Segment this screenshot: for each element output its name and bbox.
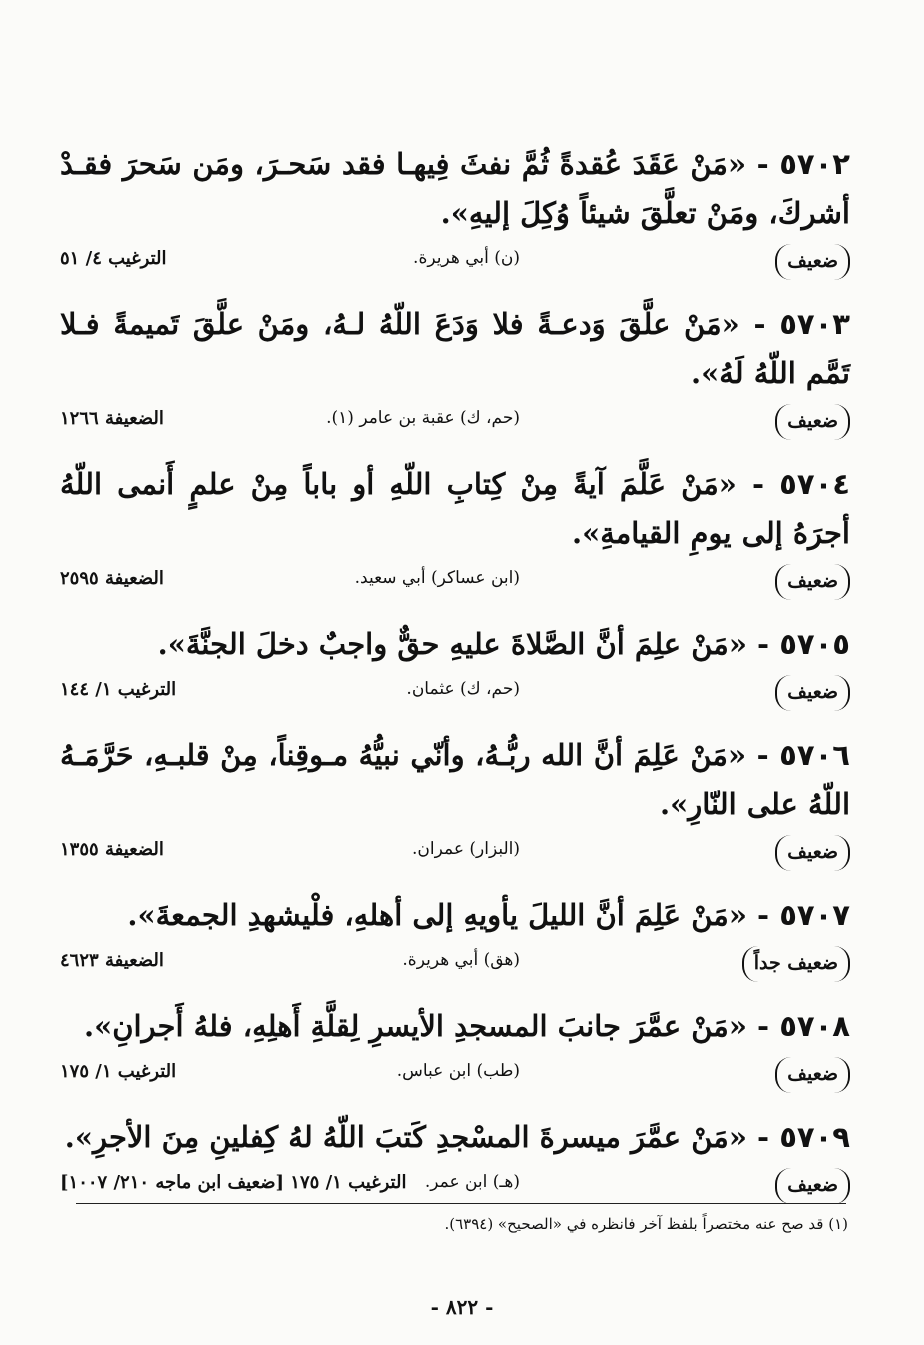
- grade-label: ضعيف: [775, 1057, 850, 1093]
- source-line: [60, 673, 850, 721]
- reference: الضعيفة ٢٥٩٥: [60, 568, 164, 589]
- entry-5706: [60, 731, 850, 881]
- entry-5705: [60, 620, 850, 721]
- source-line: [60, 944, 850, 992]
- hadith-text: ٥٧٠٩ - «مَنْ عمَّرَ ميسرةَ المسْجدِ كَتبَ اللّهُ لهُ كِفلينِ مِنَ الأجرِ».: [64, 1120, 850, 1154]
- source-line: [60, 562, 850, 610]
- reference: الترغيب ١/ ١٤٤: [60, 679, 177, 700]
- page-number: - ٨٢٢ -: [430, 1295, 494, 1319]
- hadith-body: «مَنْ عَلِمَ أنَّ الليلَ يأويهِ إلى أهلهِ، فلْيشهدِ الجمعةَ».: [127, 898, 747, 932]
- grade-label: ضعيف: [775, 835, 850, 871]
- hadith-number: ٥٧٠٥: [779, 627, 850, 661]
- narrator: (البزار) عمران.: [412, 839, 520, 859]
- narrator: (ن) أبي هريرة.: [413, 248, 520, 268]
- hadith-body: «مَنْ عَقَدَ عُقدةً ثُمَّ نفثَ فِيهـا فقد سَحـرَ، ومَن سَحرَ فقـدْ أشركَ، ومَنْ تعلَّقَ شيئاً وُكِلَ إليهِ».: [60, 147, 850, 230]
- hadith-number: ٥٧٠٧: [779, 898, 850, 932]
- narrator: (هـ) ابن عمر.: [424, 1172, 520, 1192]
- reference: الترغيب ١/ ١٧٥: [60, 1061, 177, 1082]
- hadith-body: «مَنْ عَلَّمَ آيةً مِنْ كِتابِ اللّهِ أو باباً مِنْ علمٍ أَنمى اللّهُ أجرَهُ إلى يومِ القيامةِ».: [60, 467, 850, 550]
- narrator: (حم، ك) عثمان.: [406, 679, 520, 699]
- reference: الضعيفة ١٣٥٥: [60, 839, 164, 860]
- hadith-text: ٥٧٠٤ - «مَنْ عَلَّمَ آيةً مِنْ كِتابِ اللّهِ أو باباً مِنْ علمٍ أَنمى اللّهُ أجرَهُ إلى يومِ القيامةِ».: [60, 467, 850, 550]
- hadith-text: ٥٧٠٧ - «مَنْ عَلِمَ أنَّ الليلَ يأويهِ إلى أهلهِ، فلْيشهدِ الجمعةَ».: [127, 898, 850, 932]
- grade-label: ضعيف جداً: [742, 946, 850, 982]
- hadith-number: ٥٧٠٩: [779, 1120, 850, 1154]
- source-line: [60, 833, 850, 881]
- hadith-body: «مَنْ عمَّرَ ميسرةَ المسْجدِ كَتبَ اللّهُ لهُ كِفلينِ مِنَ الأجرِ».: [64, 1120, 747, 1154]
- hadith-number: ٥٧٠٢: [779, 147, 850, 181]
- narrator: (حم، ك) عقبة بن عامر (١).: [326, 408, 520, 428]
- hadith-body: «مَنْ عَلِمَ أنَّ الله ربُّـهُ، وأنّي نبيُّهُ مـوقِناً، مِنْ قلبـهِ، حَرَّمَـهُ اللّهُ على النّارِ».: [60, 738, 850, 821]
- footnote: (١) قد صح عنه مختصراً بلفظ آخر فانظره في «الصحيح» (٦٣٩٤).: [444, 1215, 848, 1233]
- entry-5708: [60, 1002, 850, 1103]
- grade-label: ضعيف: [775, 675, 850, 711]
- source-line: [60, 242, 850, 290]
- source-line: [60, 1166, 850, 1214]
- narrator: (طب) ابن عباس.: [396, 1061, 520, 1081]
- grade-label: ضعيف: [775, 1168, 850, 1204]
- narrator: (هق) أبي هريرة.: [402, 950, 520, 970]
- hadith-text: ٥٧٠٥ - «مَنْ علِمَ أنَّ الصَّلاةَ عليهِ حقٌّ واجبٌ دخلَ الجنَّةَ».: [157, 627, 850, 661]
- source-line: [60, 402, 850, 450]
- hadith-body: «مَنْ عمَّرَ جانبَ المسجدِ الأيسرِ لِقلَّةِ أَهلِهِ، فلهُ أَجرانِ».: [83, 1009, 747, 1043]
- hadith-number: ٥٧٠٤: [779, 467, 850, 501]
- entry-5704: [60, 460, 850, 610]
- narrator: (ابن عساكر) أبي سعيد.: [354, 568, 520, 588]
- hadith-number: ٥٧٠٣: [779, 307, 850, 341]
- hadith-number: ٥٧٠٦: [779, 738, 850, 772]
- entry-5707: [60, 891, 850, 992]
- hadith-body: «مَنْ علِمَ أنَّ الصَّلاةَ عليهِ حقٌّ واجبٌ دخلَ الجنَّةَ».: [157, 627, 747, 661]
- reference: الترغيب ١/ ١٧٥ [ضعيف ابن ماجه ٢١٠/ ١٠٠٧]: [60, 1172, 407, 1193]
- grade-label: ضعيف: [775, 244, 850, 280]
- footnote-divider: [76, 1203, 846, 1204]
- entry-5709: [60, 1113, 850, 1214]
- hadith-body: «مَنْ علَّقَ وَدعـةً فلا وَدَعَ اللّهُ لـهُ، ومَنْ علَّقَ تَميمةً فـلا تَمَّم اللّهُ لَهُ».: [60, 307, 850, 390]
- hadith-list: [60, 140, 850, 1224]
- entry-5703: [60, 300, 850, 450]
- grade-label: ضعيف: [775, 564, 850, 600]
- hadith-text: ٥٧٠٢ - «مَنْ عَقَدَ عُقدةً ثُمَّ نفثَ فِيهـا فقد سَحـرَ، ومَن سَحرَ فقـدْ أشركَ، ومَنْ تعلَّقَ شيئاً وُكِلَ إليهِ».: [60, 147, 850, 230]
- reference: الترغيب ٤/ ٥١: [60, 248, 167, 269]
- reference: الضعيفة ٤٦٢٣: [60, 950, 164, 971]
- hadith-text: ٥٧٠٣ - «مَنْ علَّقَ وَدعـةً فلا وَدَعَ اللّهُ لـهُ، ومَنْ علَّقَ تَميمةً فـلا تَمَّم اللّهُ لَهُ».: [60, 307, 850, 390]
- hadith-text: ٥٧٠٦ - «مَنْ عَلِمَ أنَّ الله ربُّـهُ، وأنّي نبيُّهُ مـوقِناً، مِنْ قلبـهِ، حَرَّمَـهُ اللّهُ على النّارِ».: [60, 738, 850, 821]
- reference: الضعيفة ١٢٦٦: [60, 408, 164, 429]
- hadith-text: ٥٧٠٨ - «مَنْ عمَّرَ جانبَ المسجدِ الأيسرِ لِقلَّةِ أَهلِهِ، فلهُ أَجرانِ».: [83, 1009, 850, 1043]
- grade-label: ضعيف: [775, 404, 850, 440]
- entry-5702: [60, 140, 850, 290]
- source-line: [60, 1055, 850, 1103]
- hadith-number: ٥٧٠٨: [779, 1009, 850, 1043]
